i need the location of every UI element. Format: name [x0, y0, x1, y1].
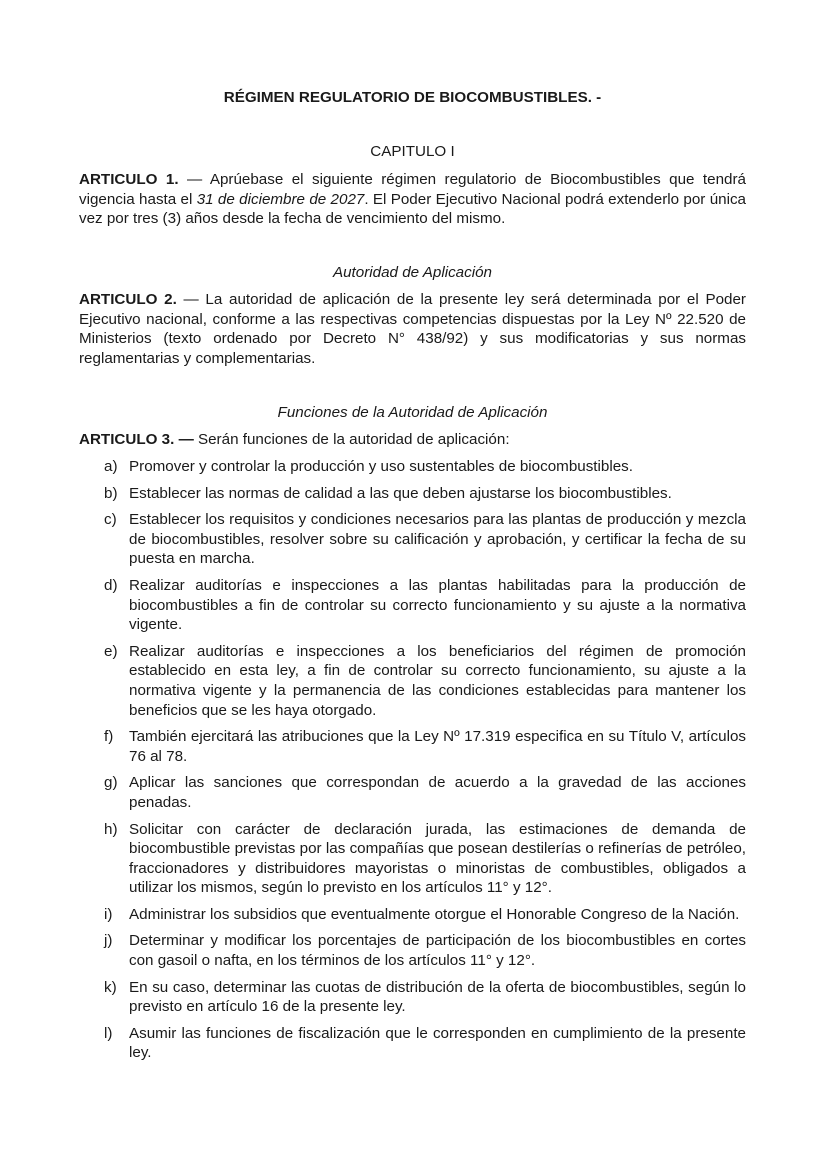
list-item-label: g)	[104, 774, 118, 792]
article-3-list	[79, 457, 746, 1070]
list-item-text: Establecer las normas de calidad a las que deben ajustarse los biocombustibles.	[129, 484, 672, 502]
section-heading-autoridad: Autoridad de Aplicación	[332, 264, 492, 281]
list-item-label: b)	[104, 484, 118, 502]
list-item	[79, 1024, 746, 1063]
list-item	[79, 642, 746, 720]
list-item-text: Realizar auditorías e inspecciones a los beneficiarios del régimen de promoción establecido en esta ley, a fin de controlar su correcto funcionamiento, su ajuste a la normativa vigente y la permanencia de las condiciones establecidas para mantener los beneficios que se les haya otorgado.	[129, 642, 746, 719]
list-item	[79, 931, 746, 970]
article-1-text-b: . El Poder Ejecutivo Nacional podrá extenderlo por única vez por tres (3) años desde la fecha de vencimiento del mismo.	[79, 190, 746, 228]
list-item-text: Aplicar las sanciones que correspondan de acuerdo a la gravedad de las acciones penadas.	[129, 774, 746, 811]
list-item	[79, 773, 746, 812]
article-3	[79, 430, 746, 450]
list-item-text: Administrar los subsidios que eventualmente otorgue el Honorable Congreso de la Nación.	[129, 905, 740, 923]
section-heading-funciones: Funciones de la Autoridad de Aplicación	[277, 404, 548, 421]
article-1-date: 31 de diciembre de 2027	[196, 190, 365, 208]
list-item	[79, 727, 746, 766]
article-3-text: Serán funciones de la autoridad de aplicación:	[193, 431, 510, 448]
list-item-text: Establecer los requisitos y condiciones necesarios para las plantas de producción y mezcla de biocombustibles, resolver sobre su calificación y aprobación, y certificar la fecha de su puesta en marcha.	[129, 511, 746, 568]
list-item	[79, 510, 746, 569]
list-item	[79, 576, 746, 635]
list-item-text: Determinar y modificar los porcentajes de participación de los biocombustibles en cortes con gasoil o nafta, en los términos de los artículos 11° y 12°.	[129, 932, 746, 970]
list-item-label: e)	[104, 642, 118, 660]
article-3-label: ARTICULO 3. —	[79, 431, 194, 448]
chapter-heading: CAPITULO I	[370, 143, 455, 160]
list-item-text: También ejercitará las atribuciones que la Ley Nº 17.319 especifica en su Título V, artículos 76 al 78.	[129, 728, 746, 765]
article-1	[79, 170, 746, 229]
list-item-label: i)	[104, 905, 113, 923]
list-item-label: a)	[104, 458, 118, 475]
list-item	[79, 905, 746, 925]
list-item-label: c)	[104, 511, 117, 529]
article-2-text: — La autoridad de aplicación de la presente ley será determinada por el Poder Ejecutivo nacional, conforme a las respectivas competencias dispuestas por la Ley Nº 22.520 de Ministerios (texto ordenado por Decreto N° 438/92) y sus modificatorias y sus normas reglamentarias y complementarias.	[79, 291, 746, 367]
list-item	[79, 484, 746, 504]
list-item-text: En su caso, determinar las cuotas de distribución de la oferta de biocombustibles, según lo previsto en artículo 16 de la presente ley.	[129, 978, 746, 1016]
article-2	[79, 290, 746, 368]
article-2-label: ARTICULO 2.	[79, 291, 177, 308]
list-item-label: l)	[104, 1024, 113, 1042]
list-item-text: Solicitar con carácter de declaración jurada, las estimaciones de demanda de biocombustible previstas por las compañías que posean destilerías o refinerías de petróleo, fraccionadores y distribuidores mayoristas o minoristas de combustibles, obligados a utilizar los mismos, según lo previsto en los artículos 11° y 12°.	[129, 820, 746, 897]
list-item-label: d)	[104, 576, 118, 594]
list-item	[79, 457, 746, 477]
document-title: RÉGIMEN REGULATORIO DE BIOCOMBUSTIBLES. -	[223, 89, 602, 106]
list-item-text: Promover y controlar la producción y uso sustentables de biocombustibles.	[129, 458, 633, 475]
list-item	[79, 978, 746, 1017]
list-item-text: Asumir las funciones de fiscalización que le corresponden en cumplimiento de la presente ley.	[129, 1024, 746, 1062]
article-1-text-a: — Aprúebase el siguiente régimen regulatorio de Biocombustibles que tendrá vigencia hasta el	[79, 171, 746, 208]
list-item-label: f)	[104, 728, 114, 746]
list-item-text: Realizar auditorías e inspecciones a las plantas habilitadas para la producción de biocombustibles a fin de controlar su correcto funcionamiento y su ajuste a la normativa vigente.	[129, 576, 746, 634]
article-1-label: ARTICULO 1.	[79, 171, 179, 188]
list-item	[79, 820, 746, 898]
list-item-label: k)	[104, 978, 117, 996]
list-item-label: j)	[104, 932, 113, 950]
list-item-label: h)	[104, 820, 118, 838]
